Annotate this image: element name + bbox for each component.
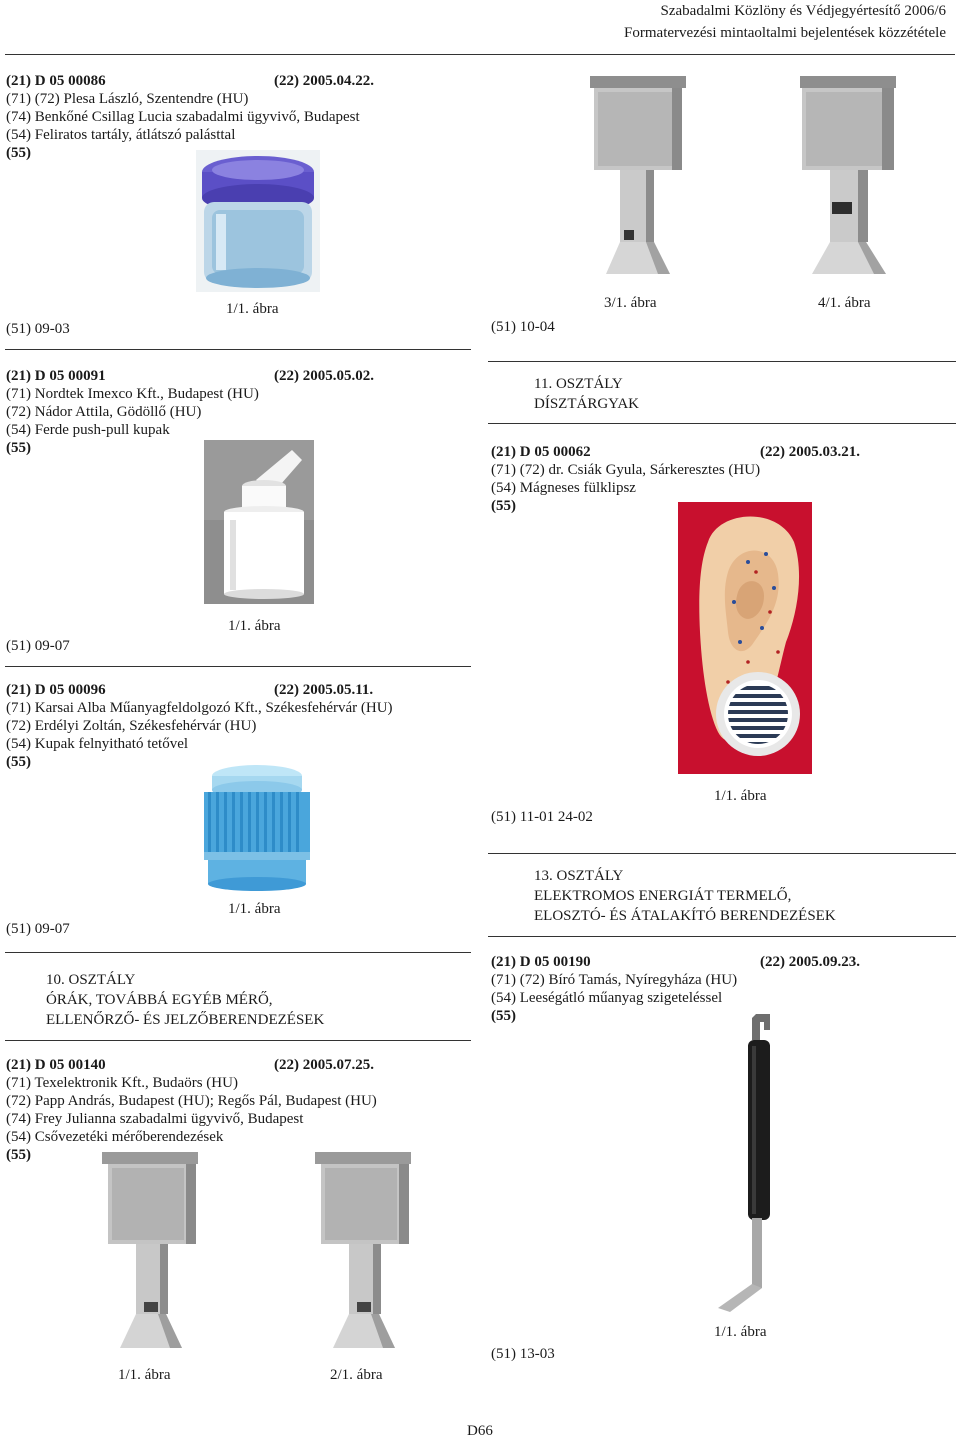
e4-title: (54) Csővezetéki mérőberendezések: [6, 1129, 224, 1145]
e4-image-code: (55): [6, 1147, 31, 1163]
e4-figure-label-3: 3/1. ábra: [604, 295, 657, 311]
e5-title: (54) Mágneses fülklipsz: [491, 480, 636, 496]
e3-title: (54) Kupak felnyitható tetővel: [6, 736, 189, 752]
e5-figure-label: 1/1. ábra: [714, 788, 767, 804]
e4-figure-label-2: 2/1. ábra: [330, 1367, 383, 1383]
e3-image-code: (55): [6, 754, 31, 770]
class10-number: 10. OSZTÁLY: [46, 972, 136, 988]
e2-designer: (72) Nádor Attila, Gödöllő (HU): [6, 404, 202, 420]
e2-rule: [5, 666, 471, 667]
e1-rule: [5, 349, 471, 350]
e1-classification: (51) 09-03: [6, 321, 70, 337]
e3-classification: (51) 09-07: [6, 921, 70, 937]
e4-meter-image-2: [313, 1152, 413, 1354]
class13-bottom-rule: [488, 936, 956, 937]
e6-insulator-image: [708, 1012, 778, 1312]
e1-jar-image: [196, 150, 320, 292]
class13-number: 13. OSZTÁLY: [534, 868, 624, 884]
class11-title: DÍSZTÁRGYAK: [534, 396, 639, 412]
class10-title-line1: ÓRÁK, TOVÁBBÁ EGYÉB MÉRŐ,: [46, 992, 273, 1008]
e5-ear-clip-image: [678, 502, 812, 774]
e6-figure-label: 1/1. ábra: [714, 1324, 767, 1340]
e2-application-number: (21) D 05 00091: [6, 368, 106, 384]
e4-applicant: (71) Texelektronik Kft., Budaörs (HU): [6, 1075, 238, 1091]
e2-figure-label: 1/1. ábra: [228, 618, 281, 634]
journal-title: Szabadalmi Közlöny és Védjegyértesítő 2006/6: [660, 3, 946, 19]
e1-filing-date: (22) 2005.04.22.: [274, 73, 374, 89]
e6-image-code: (55): [491, 1008, 516, 1024]
class13-title-line1: ELEKTROMOS ENERGIÁT TERMELŐ,: [534, 888, 792, 904]
e4-application-number: (21) D 05 00140: [6, 1057, 106, 1073]
section-title: Formatervezési mintaoltalmi bejelentések közzététele: [624, 25, 946, 41]
e1-application-number: (21) D 05 00086: [6, 73, 106, 89]
class11-number: 11. OSZTÁLY: [534, 376, 623, 392]
class10-rule: [5, 952, 471, 953]
e5-applicant: (71) (72) dr. Csiák Gyula, Sárkeresztes (HU): [491, 462, 761, 478]
e4-meter-image-4: [796, 76, 906, 280]
e4-figure-label-1: 1/1. ábra: [118, 1367, 171, 1383]
e5-image-code: (55): [491, 498, 516, 514]
e2-cap-image: [204, 440, 314, 604]
e2-title: (54) Ferde push-pull kupak: [6, 422, 170, 438]
e6-title: (54) Leeségátló műanyag szigeteléssel: [491, 990, 723, 1006]
e3-figure-label: 1/1. ábra: [228, 901, 281, 917]
e2-applicant: (71) Nordtek Imexco Kft., Budapest (HU): [6, 386, 259, 402]
e1-agent: (74) Benkőné Csillag Lucia szabadalmi ügyvivő, Budapest: [6, 109, 360, 125]
e1-applicant: (71) (72) Plesa László, Szentendre (HU): [6, 91, 249, 107]
e3-cap-image: [200, 762, 314, 892]
e3-applicant: (71) Karsai Alba Műanyagfeldolgozó Kft., Székesfehérvár (HU): [6, 700, 393, 716]
page-number: D66: [467, 1423, 493, 1439]
e2-image-code: (55): [6, 440, 31, 456]
class13-title-line2: ELOSZTÓ- ÉS ÁTALAKÍTÓ BERENDEZÉSEK: [534, 908, 836, 924]
e5-filing-date: (22) 2005.03.21.: [760, 444, 860, 460]
e4-meter-image-3: [590, 76, 686, 280]
e2-classification: (51) 09-07: [6, 638, 70, 654]
e3-designer: (72) Erdélyi Zoltán, Székesfehérvár (HU): [6, 718, 257, 734]
class13-rule: [488, 853, 956, 854]
e6-filing-date: (22) 2005.09.23.: [760, 954, 860, 970]
e1-title: (54) Feliratos tartály, átlátszó palásttal: [6, 127, 236, 143]
e6-classification: (51) 13-03: [491, 1346, 555, 1362]
e3-application-number: (21) D 05 00096: [6, 682, 106, 698]
e3-filing-date: (22) 2005.05.11.: [274, 682, 374, 698]
e1-figure-label: 1/1. ábra: [226, 301, 279, 317]
e4-filing-date: (22) 2005.07.25.: [274, 1057, 374, 1073]
class10-bottom-rule: [5, 1040, 471, 1041]
e4-agent: (74) Frey Julianna szabadalmi ügyvivő, Budapest: [6, 1111, 304, 1127]
class10-title-line2: ELLENŐRZŐ- ÉS JELZŐBERENDEZÉSEK: [46, 1012, 325, 1028]
e4-figure-label-4: 4/1. ábra: [818, 295, 871, 311]
e2-filing-date: (22) 2005.05.02.: [274, 368, 374, 384]
e1-image-code: (55): [6, 145, 31, 161]
e6-application-number: (21) D 05 00190: [491, 954, 591, 970]
class11-rule: [488, 361, 956, 362]
header-rule: [5, 54, 955, 55]
e6-applicant: (71) (72) Bíró Tamás, Nyíregyháza (HU): [491, 972, 738, 988]
e4-meter-image-1: [100, 1152, 200, 1354]
e5-application-number: (21) D 05 00062: [491, 444, 591, 460]
e4-classification: (51) 10-04: [491, 319, 555, 335]
class11-bottom-rule: [488, 423, 956, 424]
e4-designer: (72) Papp András, Budapest (HU); Regős Pál, Budapest (HU): [6, 1093, 377, 1109]
e5-classification: (51) 11-01 24-02: [491, 809, 593, 825]
